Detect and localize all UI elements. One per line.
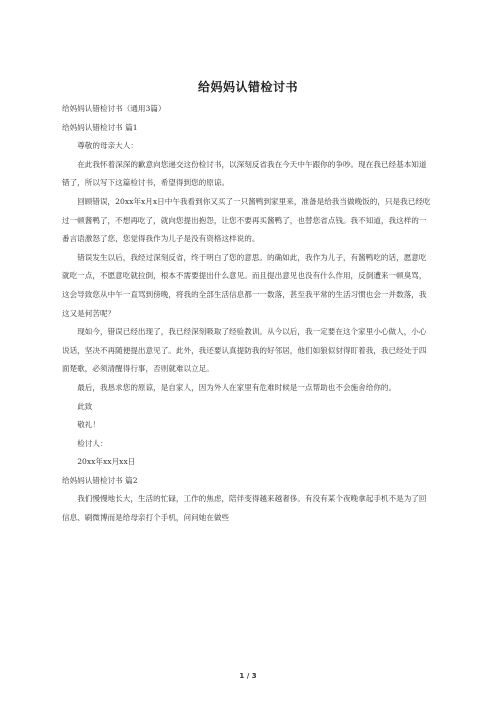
- section-heading-2: 给妈妈认错检讨书 篇2: [62, 475, 138, 485]
- closing-line-1: 此致: [77, 401, 93, 411]
- signer-label: 检讨人：: [77, 438, 108, 448]
- salutation: 尊敬的母亲大人：: [77, 141, 138, 151]
- paragraph-5: 最后，我恳求您的原谅，是自家人，因为外人在家里有危难时候是一点帮助也不会施舍给你的。: [77, 382, 397, 392]
- paragraph-1: 在此我怀着深深的歉意向您递交这份检讨书，以深刻反省我在今天中午跟你的争吵。现在我已经基本知道错了，所以写下这篇检讨书，希望得到您的原谅。: [62, 159, 427, 188]
- closing-line-2: 敬礼！: [77, 420, 100, 430]
- paragraph-6: 我们慢慢地长大，生活的忙碌，工作的焦虑，陪伴变得越来越奢侈。有没有某个夜晚拿起手机不是为了回信息、刷微博而是给母亲打个手机，问问她在做些: [62, 494, 427, 523]
- document-body: [62, 100, 434, 528]
- section-heading-1: 给妈妈认错检讨书 篇1: [62, 122, 138, 132]
- paragraph-2: 回顾错误，20xx年x月x日中午我看到你又买了一只酱鸭到家里来，准备是给我当做晚饭的，只是我已经吃过一顿酱鸭了，不想再吃了，就向您提出抱怨，让您不要再买酱鸭了，也替您省点钱。我不知道，我这样的一番言语激怒了您，您觉得我作为儿子是没有资格这样说的。: [62, 196, 431, 244]
- document-title: 给妈妈认错检讨书: [197, 80, 298, 94]
- page-indicator: 1 / 3: [239, 672, 257, 680]
- paragraph-3: 错误发生以后，我经过深刻反省，终于明白了您的意思。的确如此，我作为儿子，有酱鸭吃的话，愿意吃就吃一点，不愿意吃就拉倒，根本不需要提出什么意见。而且提出意见也没有什么作用，反倒遭来一顿臭骂，这会导致您从中午一直骂到傍晚，将我的全部生活信息都一一数落，甚至我平常的生活习惯也会一并数落，我这又是何苦呢？: [62, 252, 427, 318]
- document-subtitle: 给妈妈认错检讨书（通用3篇）: [62, 104, 166, 113]
- date-line: 20xx年xx月xx日: [77, 457, 136, 467]
- paragraph-4: 现如今，错误已经出现了，我已经深刻吸取了经验教训。从今以后，我一定要在这个家里小心做人，小心说话，坚决不再随便提出意见了。此外，我还要认真提防我的好邻居，他们如狼似豺得盯着我，我已经处于四面楚歌，必须清醒得行事，否则就难以立足。: [62, 327, 427, 374]
